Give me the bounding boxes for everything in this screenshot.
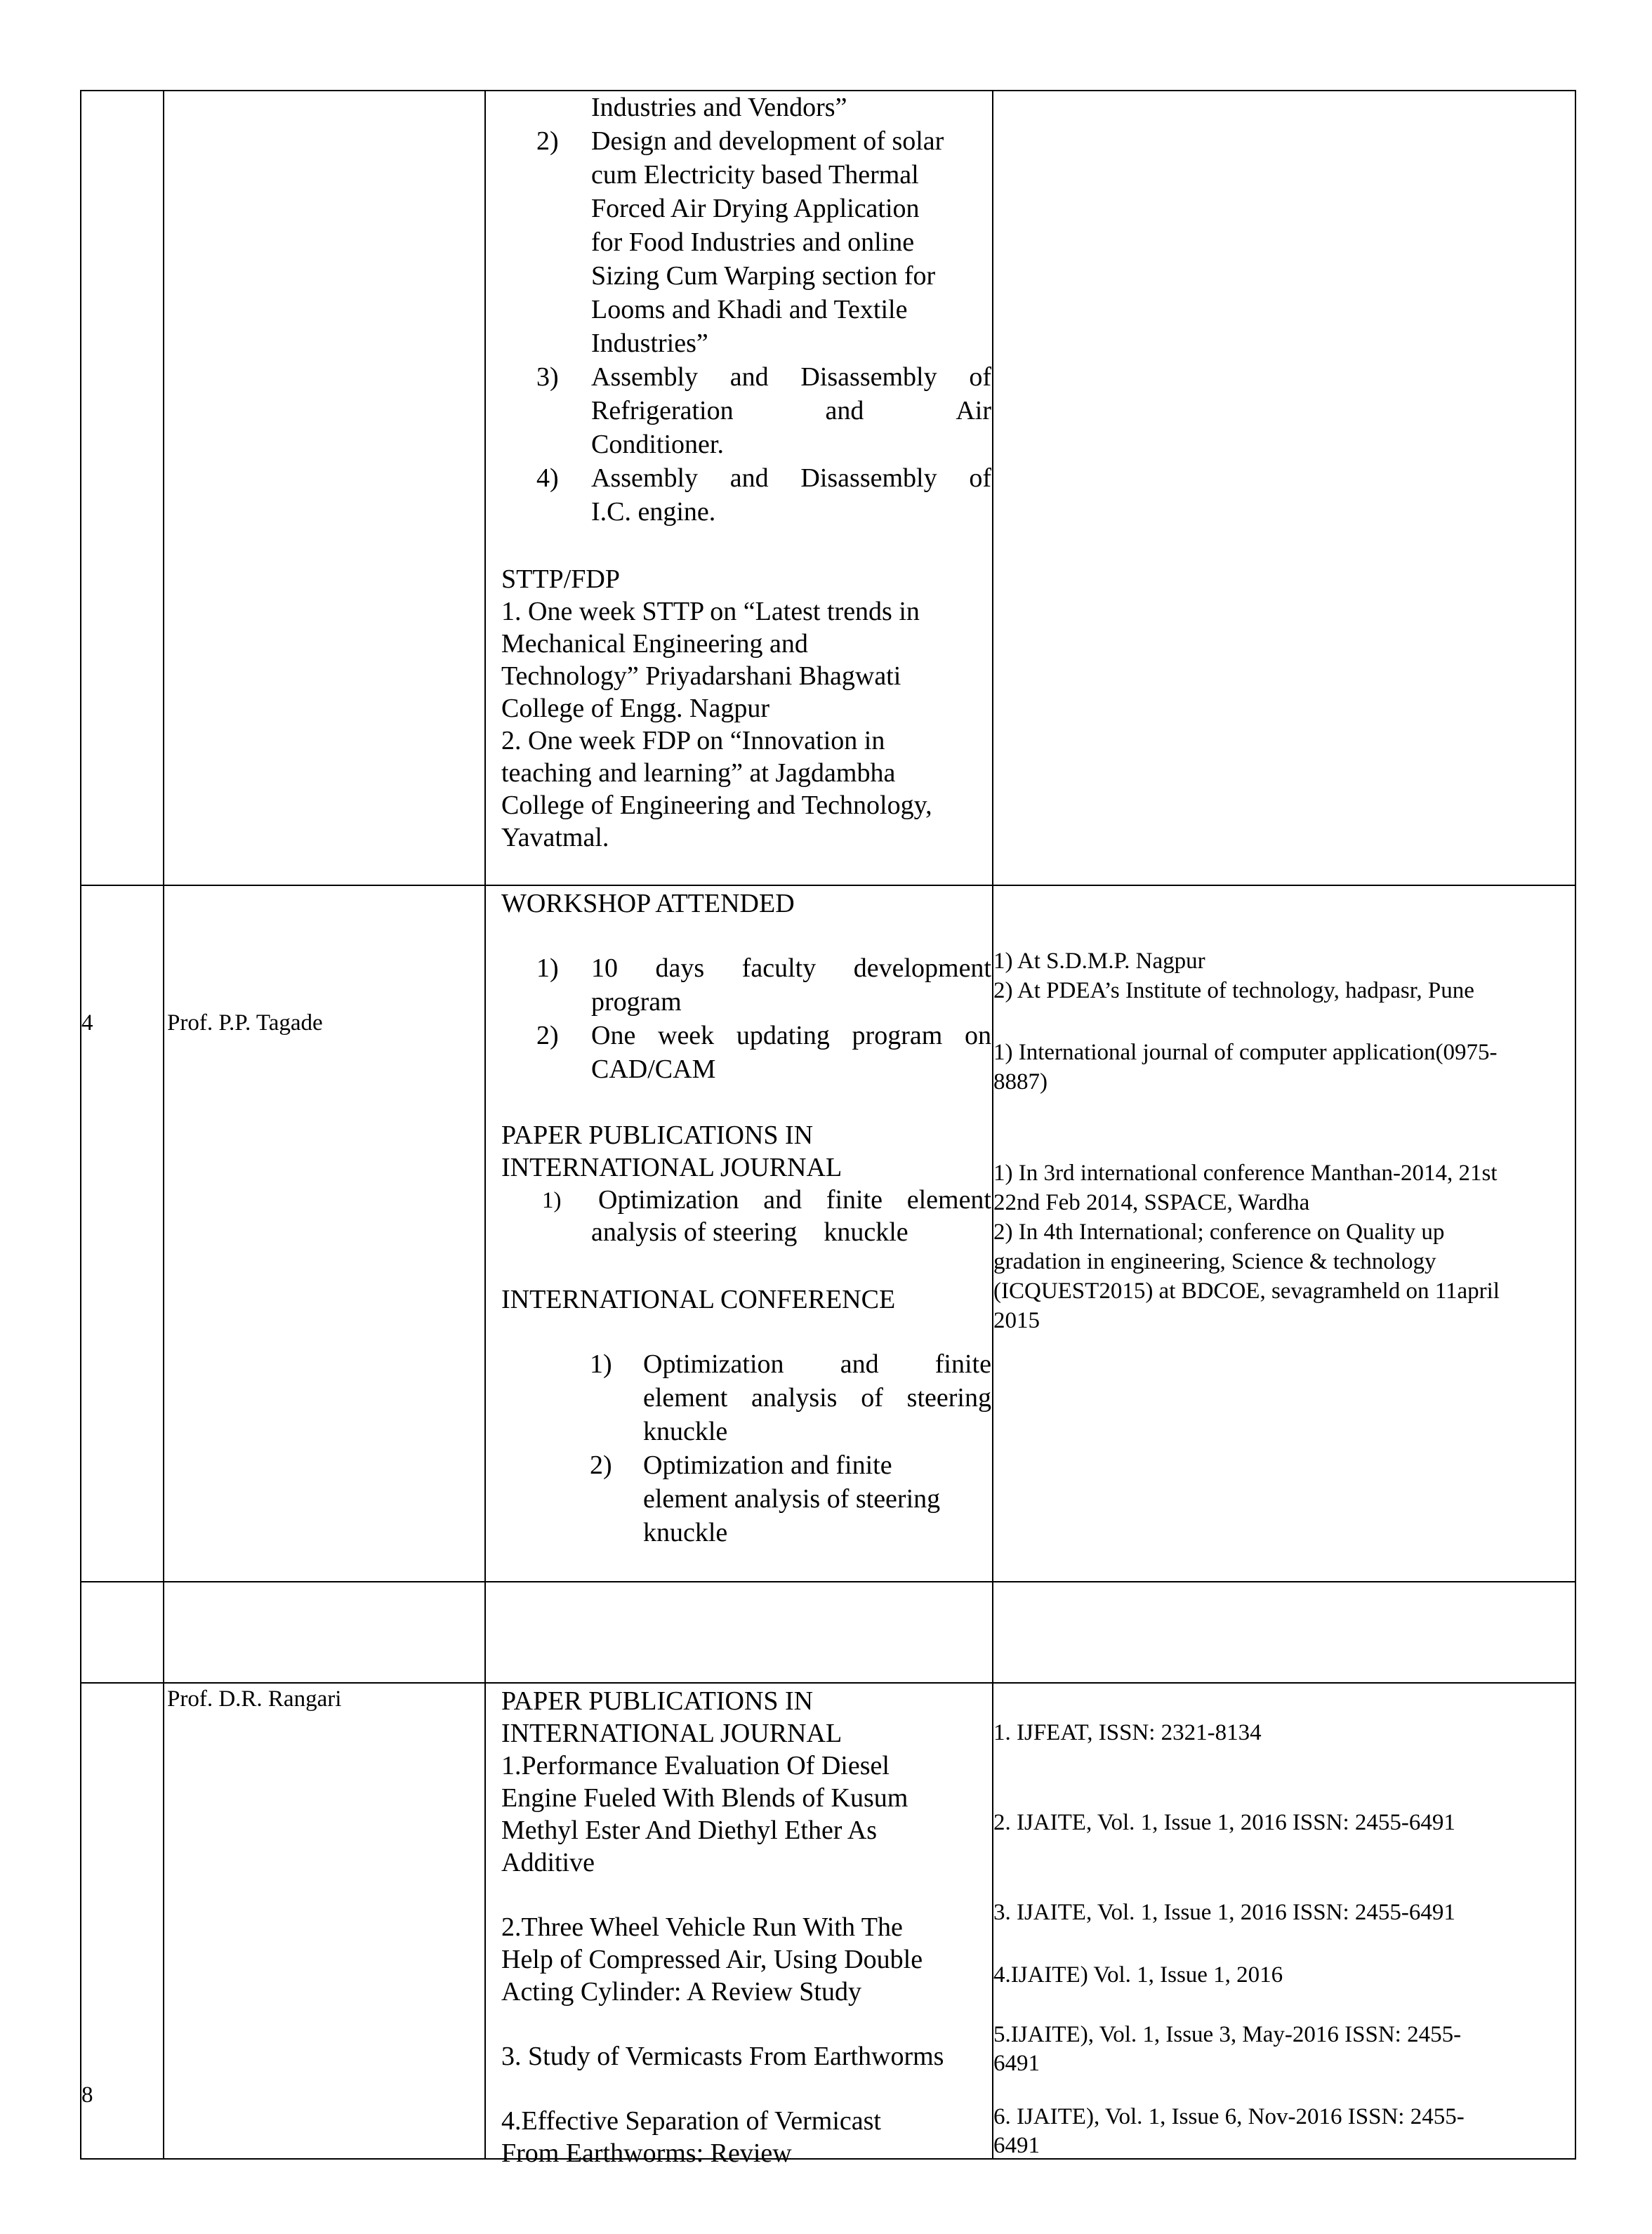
section-heading: WORKSHOP ATTENDED bbox=[501, 889, 795, 918]
row-divider-1 bbox=[80, 885, 1576, 886]
row1-line: Sizing Cum Warping section for bbox=[591, 261, 936, 291]
row-divider-2 bbox=[80, 1581, 1576, 1582]
detail-line: 22nd Feb 2014, SSPACE, Wardha bbox=[993, 1190, 1310, 1215]
faculty-name: Prof. D.R. Rangari bbox=[167, 1686, 342, 1712]
justified-line: Optimization and finite element bbox=[598, 1185, 991, 1215]
paper-line: Additive bbox=[501, 1848, 595, 1877]
paper-line: Help of Compressed Air, Using Double bbox=[501, 1945, 923, 1974]
serial-number: 8 bbox=[81, 2082, 93, 2108]
list-number: 1) bbox=[542, 1188, 562, 1213]
row1-line: Industries” bbox=[591, 329, 708, 358]
detail-line: 6491 bbox=[993, 2051, 1040, 2076]
list-number: 1) bbox=[590, 1349, 612, 1379]
sttp-line: Mechanical Engineering and bbox=[501, 629, 808, 659]
detail-line: 6491 bbox=[993, 2133, 1040, 2158]
row1-justified-line: Assembly and Disassembly of bbox=[591, 463, 991, 493]
row1-line: Design and development of solar bbox=[591, 126, 944, 156]
column-divider-sr bbox=[163, 90, 164, 2160]
list-line: Optimization and finite bbox=[643, 1450, 892, 1480]
detail-line: 2) At PDEA’s Institute of technology, hadpasr, Pune bbox=[993, 978, 1474, 1003]
paper-line: 2.Three Wheel Vehicle Run With The bbox=[501, 1912, 903, 1942]
row1-line: Conditioner. bbox=[591, 430, 724, 459]
row1-justified-line: Refrigeration and Air bbox=[591, 396, 991, 425]
sttp-line: Technology” Priyadarshani Bhagwati bbox=[501, 661, 901, 691]
sttp-line: teaching and learning” at Jagdambha bbox=[501, 758, 896, 788]
row1-line: I.C. engine. bbox=[591, 497, 716, 527]
sttp-line: College of Engineering and Technology, bbox=[501, 791, 932, 820]
detail-line: 1. IJFEAT, ISSN: 2321-8134 bbox=[993, 1720, 1262, 1745]
detail-line: 4.IJAITE) Vol. 1, Issue 1, 2016 bbox=[993, 1962, 1283, 1988]
detail-line: 8887) bbox=[993, 1069, 1048, 1095]
detail-line: 1) In 3rd international conference Manthan-2014, 21st bbox=[993, 1161, 1498, 1186]
sttp-line: College of Engg. Nagpur bbox=[501, 694, 770, 723]
detail-line: 1) International journal of computer application(0975- bbox=[993, 1040, 1498, 1065]
column-divider-name bbox=[484, 90, 486, 2160]
paper-line: Acting Cylinder: A Review Study bbox=[501, 1977, 861, 2007]
row1-line: cum Electricity based Thermal bbox=[591, 160, 919, 190]
section-heading: INTERNATIONAL CONFERENCE bbox=[501, 1285, 896, 1314]
sttp-line: Yavatmal. bbox=[501, 823, 609, 852]
list-line: knuckle bbox=[643, 1417, 728, 1446]
justified-line: 10 days faculty development bbox=[591, 953, 991, 983]
paper-line: From Earthworms: Review bbox=[501, 2139, 792, 2168]
section-heading: INTERNATIONAL JOURNAL bbox=[501, 1153, 842, 1182]
row-divider-3 bbox=[80, 1682, 1576, 1684]
list-number: 1) bbox=[536, 953, 559, 983]
section-heading: PAPER PUBLICATIONS IN bbox=[501, 1121, 814, 1150]
paper-line: Methyl Ester And Diethyl Ether As bbox=[501, 1816, 878, 1845]
serial-number: 4 bbox=[81, 1010, 93, 1036]
row1-line: Forced Air Drying Application bbox=[591, 194, 920, 223]
justified-line: element analysis of steering bbox=[643, 1383, 991, 1413]
paper-line: 4.Effective Separation of Vermicast bbox=[501, 2106, 881, 2136]
list-line: analysis of steering knuckle bbox=[591, 1217, 908, 1247]
paper-line: Engine Fueled With Blends of Kusum bbox=[501, 1783, 908, 1813]
list-line: element analysis of steering bbox=[643, 1484, 941, 1514]
list-number: 4) bbox=[536, 463, 559, 493]
sttp-line: 1. One week STTP on “Latest trends in bbox=[501, 597, 920, 626]
list-line: CAD/CAM bbox=[591, 1055, 716, 1084]
row1-line: Industries and Vendors” bbox=[591, 93, 847, 122]
detail-line: 3. IJAITE, Vol. 1, Issue 1, 2016 ISSN: 2455-6491 bbox=[993, 1900, 1455, 1925]
detail-line: 2) In 4th International; conference on Quality up bbox=[993, 1220, 1445, 1245]
row1-line: for Food Industries and online bbox=[591, 227, 915, 257]
detail-line: 1) At S.D.M.P. Nagpur bbox=[993, 949, 1205, 974]
faculty-name: Prof. P.P. Tagade bbox=[167, 1010, 323, 1036]
list-number: 2) bbox=[536, 1021, 559, 1050]
detail-line: 5.IJAITE), Vol. 1, Issue 3, May-2016 ISSN: 2455- bbox=[993, 2022, 1462, 2047]
justified-line: One week updating program on bbox=[591, 1021, 991, 1050]
list-number: 2) bbox=[536, 126, 559, 156]
section-heading: STTP/FDP bbox=[501, 564, 620, 594]
column-divider-activities bbox=[992, 90, 993, 2160]
paper-line: 1.Performance Evaluation Of Diesel bbox=[501, 1751, 890, 1780]
section-heading: PAPER PUBLICATIONS IN bbox=[501, 1686, 814, 1716]
detail-line: (ICQUEST2015) at BDCOE, sevagramheld on 11april bbox=[993, 1278, 1500, 1304]
paper-line: 3. Study of Vermicasts From Earthworms bbox=[501, 2042, 944, 2071]
detail-line: 2. IJAITE, Vol. 1, Issue 1, 2016 ISSN: 2455-6491 bbox=[993, 1810, 1455, 1835]
justified-line: Optimization and finite bbox=[643, 1349, 991, 1379]
section-heading: INTERNATIONAL JOURNAL bbox=[501, 1719, 842, 1748]
detail-line: 2015 bbox=[993, 1308, 1040, 1333]
detail-line: gradation in engineering, Science & technology bbox=[993, 1249, 1436, 1274]
list-number: 3) bbox=[536, 362, 559, 392]
list-line: program bbox=[591, 987, 682, 1017]
list-number: 2) bbox=[590, 1450, 612, 1480]
detail-line: 6. IJAITE), Vol. 1, Issue 6, Nov-2016 ISSN: 2455- bbox=[993, 2104, 1465, 2129]
list-line: knuckle bbox=[643, 1518, 728, 1547]
sttp-line: 2. One week FDP on “Innovation in bbox=[501, 726, 885, 755]
row1-justified-line: Assembly and Disassembly of bbox=[591, 362, 991, 392]
row1-line: Looms and Khadi and Textile bbox=[591, 295, 908, 324]
